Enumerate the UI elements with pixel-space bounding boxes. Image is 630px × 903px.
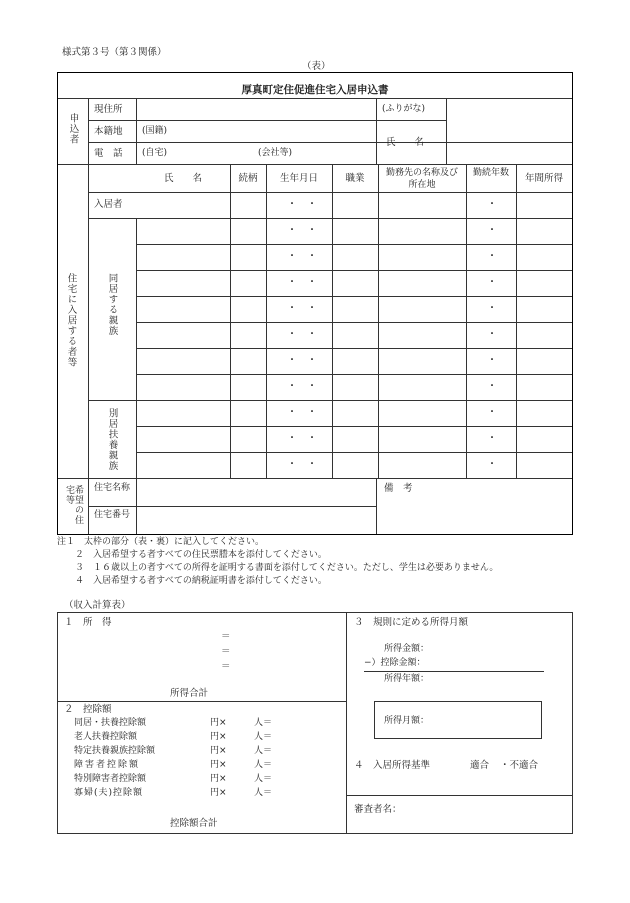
form-number: 様式第３号（第３関係）	[62, 47, 167, 58]
name-label: 氏 名	[386, 137, 425, 148]
note-2: ２ 入居希望する者すべての住民票謄本を添付してください。	[75, 550, 327, 560]
furigana-label: (ふりがな)	[382, 104, 426, 114]
birthdate-dots: ・ ・	[287, 303, 317, 314]
cohabiting-group-label: 同居する親族	[106, 273, 118, 336]
furigana-field[interactable]	[448, 99, 570, 119]
monthly-title: ３ 規則に定める所得月額	[354, 617, 469, 628]
birthdate-dots: ・ ・	[287, 433, 317, 444]
birthdate-dots: ・ ・	[287, 355, 317, 366]
note-1: 注１ 太枠の部分（表・裏）に記入してください。	[57, 537, 265, 547]
unit-yen: 円×	[210, 760, 227, 770]
separate-group-label: 別居扶養親族	[106, 408, 118, 471]
income-title: １ 所 得	[64, 617, 112, 628]
form-title: 厚真町定住促進住宅入居申込書	[241, 84, 389, 96]
side-label: （表）	[302, 61, 331, 72]
unit-person: 人＝	[254, 774, 273, 784]
housing-section-label: 希望の住宅等	[64, 485, 83, 525]
domicile-label: 本籍地	[94, 126, 123, 137]
header-name: 氏 名	[163, 173, 202, 184]
compliant-option[interactable]: 適合	[470, 760, 490, 771]
applicant-section-label: 申込者	[67, 113, 79, 145]
equals-sign: ＝	[221, 661, 231, 672]
years-dot: ・	[487, 277, 497, 288]
deduction-row: 特定扶養親族控除額	[74, 746, 156, 756]
birthdate-dots: ・ ・	[287, 407, 317, 418]
unit-yen: 円×	[210, 774, 227, 784]
unit-yen: 円×	[210, 718, 227, 728]
phone-work: (会社等)	[258, 148, 293, 158]
noncompliant-option[interactable]: ・不適合	[500, 760, 539, 771]
equals-sign: ＝	[221, 646, 231, 657]
income-calc-table	[57, 612, 573, 834]
header-income: 年間所得	[524, 173, 563, 184]
housing-number-label: 住宅番号	[93, 510, 130, 520]
birthdate-dots: ・ ・	[287, 251, 317, 262]
income-total-label: 所得合計	[170, 688, 209, 699]
address-field[interactable]	[138, 99, 374, 119]
unit-yen: 円×	[210, 732, 227, 742]
unit-yen: 円×	[210, 788, 227, 798]
minus-deduction-label: −）控除金額：	[364, 658, 426, 668]
note-4: ４ 入居希望する者すべての納税証明書を添付してください。	[75, 576, 327, 586]
years-dot: ・	[487, 459, 497, 470]
unit-person: 人＝	[254, 788, 273, 798]
deduction-row: 同居・扶養控除額	[74, 718, 147, 728]
header-occupation: 職業	[345, 173, 365, 184]
unit-person: 人＝	[254, 732, 273, 742]
remarks-label: 備 考	[384, 483, 413, 494]
header-years: 勤続年数	[472, 168, 509, 178]
birthdate-dots: ・ ・	[287, 329, 317, 340]
deduction-row: 障害者控除額	[74, 760, 141, 770]
row-applicant-label: 入居者	[94, 199, 123, 210]
header-relation: 続柄	[238, 173, 258, 184]
standard-title: ４ 入居所得基準	[354, 760, 431, 771]
address-label: 現住所	[94, 104, 123, 115]
housing-number-field[interactable]	[138, 507, 374, 533]
deduction-row: 特別障害者控除額	[74, 774, 147, 784]
birthdate-dots: ・ ・	[287, 381, 317, 392]
deduction-row: 寡婦(夫)控除額	[74, 788, 144, 798]
income-calc-heading: （収入計算表）	[64, 600, 131, 611]
years-dot: ・	[487, 407, 497, 418]
name-field[interactable]	[448, 121, 570, 163]
deduction-title: ２ 控除額	[64, 704, 112, 715]
header-birthdate: 生年月日	[279, 173, 318, 184]
years-dot: ・	[487, 251, 497, 262]
unit-person: 人＝	[254, 746, 273, 756]
years-dot: ・	[487, 355, 497, 366]
housing-name-field[interactable]	[138, 479, 374, 505]
equals-sign: ＝	[221, 631, 231, 642]
deduction-row: 老人扶養控除額	[74, 732, 138, 742]
years-dot: ・	[487, 303, 497, 314]
years-dot: ・	[487, 199, 497, 210]
housing-name-label: 住宅名称	[93, 483, 130, 493]
years-dot: ・	[487, 433, 497, 444]
header-workplace: 勤務先の名称及び所在地	[385, 168, 458, 190]
years-dot: ・	[487, 225, 497, 236]
birthdate-dots: ・ ・	[287, 459, 317, 470]
years-dot: ・	[487, 381, 497, 392]
phone-home: (自宅)	[142, 148, 168, 158]
years-dot: ・	[487, 329, 497, 340]
note-3: ３ １６歳以上の者すべての所得を証明する書面を添付してください。ただし、学生は必要ありません。	[75, 563, 499, 573]
birthdate-dots: ・ ・	[287, 277, 317, 288]
income-amount-label: 所得金額：	[384, 644, 430, 654]
residents-section-label: 住宅に入居する者等	[65, 273, 77, 368]
unit-person: 人＝	[254, 718, 273, 728]
unit-person: 人＝	[254, 760, 273, 770]
income-month-label: 所得月額：	[384, 716, 430, 726]
unit-yen: 円×	[210, 746, 227, 756]
domicile-note: (国籍)	[142, 126, 168, 136]
birthdate-dots: ・ ・	[287, 199, 317, 210]
income-year-label: 所得年額：	[384, 674, 430, 684]
birthdate-dots: ・ ・	[287, 225, 317, 236]
reviewer-label: 審査者名：	[354, 804, 402, 815]
deduction-total-label: 控除額合計	[170, 818, 218, 829]
application-table	[57, 72, 573, 535]
phone-label: 電 話	[94, 148, 123, 159]
